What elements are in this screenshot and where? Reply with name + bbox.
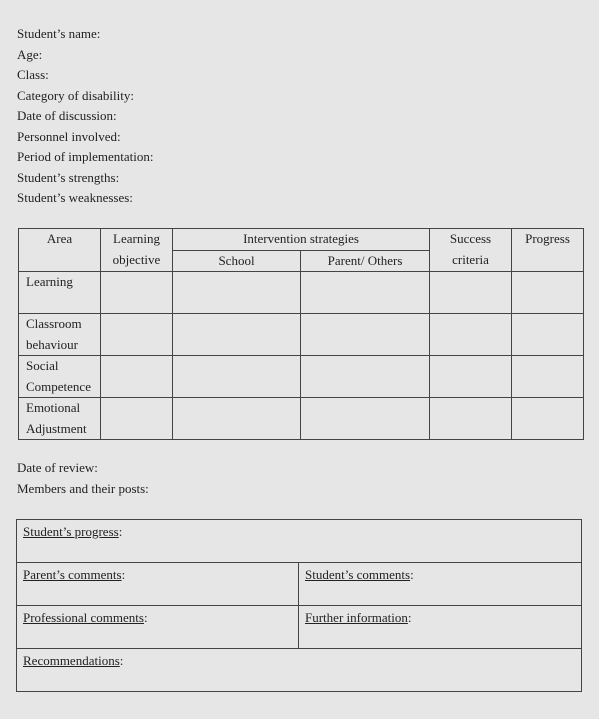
colon: : (119, 653, 124, 668)
header-intervention-strategies: Intervention strategies (173, 229, 430, 251)
age-field: Age: (17, 46, 43, 62)
further-information-cell (299, 606, 582, 649)
header-area: Area (19, 229, 101, 272)
empty-cell (101, 314, 173, 356)
colon: : (121, 567, 126, 582)
empty-cell (430, 272, 512, 314)
student-strengths-field: Student’s strengths: (17, 169, 120, 185)
empty-cell (173, 398, 301, 440)
empty-cell (430, 398, 512, 440)
header-success-criteria-line2: criteria (452, 251, 489, 267)
area-label-line1: Emotional (26, 400, 81, 415)
review-fields (17, 460, 149, 501)
student-name-field: Student’s name: (17, 26, 101, 41)
colon: : (410, 567, 414, 582)
header-parent-others: Parent/ Others (301, 250, 430, 272)
date-of-review-field: Date of review: (17, 460, 98, 475)
empty-cell (173, 314, 301, 356)
parents-comments-cell (17, 563, 299, 606)
empty-cell (512, 272, 584, 314)
header-success-criteria-line1: Success (449, 231, 492, 246)
empty-cell (301, 314, 430, 356)
professional-comments-label: Professional comments (23, 610, 144, 625)
category-of-disability-field: Category of disability: (17, 87, 134, 103)
header-success-criteria (430, 229, 512, 272)
empty-cell (512, 356, 584, 398)
empty-cell (301, 356, 430, 398)
professional-comments-cell (17, 606, 299, 649)
comments-table (16, 519, 582, 692)
empty-cell (301, 272, 430, 314)
header-progress: Progress (512, 229, 584, 272)
area-cell-social-competence (19, 356, 101, 398)
further-information-label: Further information (305, 610, 408, 625)
student-weaknesses-field: Student’s weaknesses: (17, 190, 133, 205)
parents-comments-label: Parent’s comments (23, 567, 122, 582)
personnel-involved-field: Personnel involved: (17, 128, 121, 144)
table-row (19, 272, 584, 314)
students-comments-cell (299, 563, 582, 606)
period-of-implementation-field: Period of implementation: (17, 149, 154, 164)
empty-cell (173, 272, 301, 314)
colon: : (407, 610, 412, 625)
area-label-line2: Adjustment (26, 420, 87, 436)
student-info-fields (17, 26, 153, 211)
header-learning-objective (101, 229, 173, 272)
area-label-line2: behaviour (26, 336, 78, 352)
empty-cell (430, 356, 512, 398)
empty-cell (430, 314, 512, 356)
recommendations-label: Recommendations (23, 653, 120, 668)
area-label-line1: Classroom (26, 316, 82, 331)
class-field: Class: (17, 67, 49, 82)
area-label-line2: Competence (26, 378, 91, 394)
students-progress-label: Student’s progress (23, 524, 119, 539)
header-school: School (173, 250, 301, 272)
empty-cell (301, 398, 430, 440)
date-of-discussion-field: Date of discussion: (17, 108, 117, 123)
empty-cell (512, 314, 584, 356)
area-label-line1: Social (26, 358, 59, 373)
empty-cell (173, 356, 301, 398)
colon: : (143, 610, 148, 625)
area-cell-emotional-adjustment (19, 398, 101, 440)
header-learning-objective-line2: objective (112, 251, 161, 267)
table-row (19, 398, 584, 440)
members-and-posts-field: Members and their posts: (17, 480, 149, 496)
area-cell-learning (19, 272, 101, 314)
intervention-plan-table (18, 228, 584, 440)
empty-cell (101, 398, 173, 440)
empty-cell (512, 398, 584, 440)
students-progress-cell (17, 520, 582, 563)
students-comments-label: Student’s comments (305, 567, 411, 582)
table-row (19, 314, 584, 356)
recommendations-cell (17, 649, 582, 692)
table-row (19, 356, 584, 398)
area-cell-classroom-behaviour (19, 314, 101, 356)
header-learning-objective-line1: Learning (113, 231, 160, 246)
empty-cell (101, 356, 173, 398)
empty-cell (101, 272, 173, 314)
colon: : (118, 524, 123, 539)
area-label-line1: Learning (26, 274, 73, 289)
